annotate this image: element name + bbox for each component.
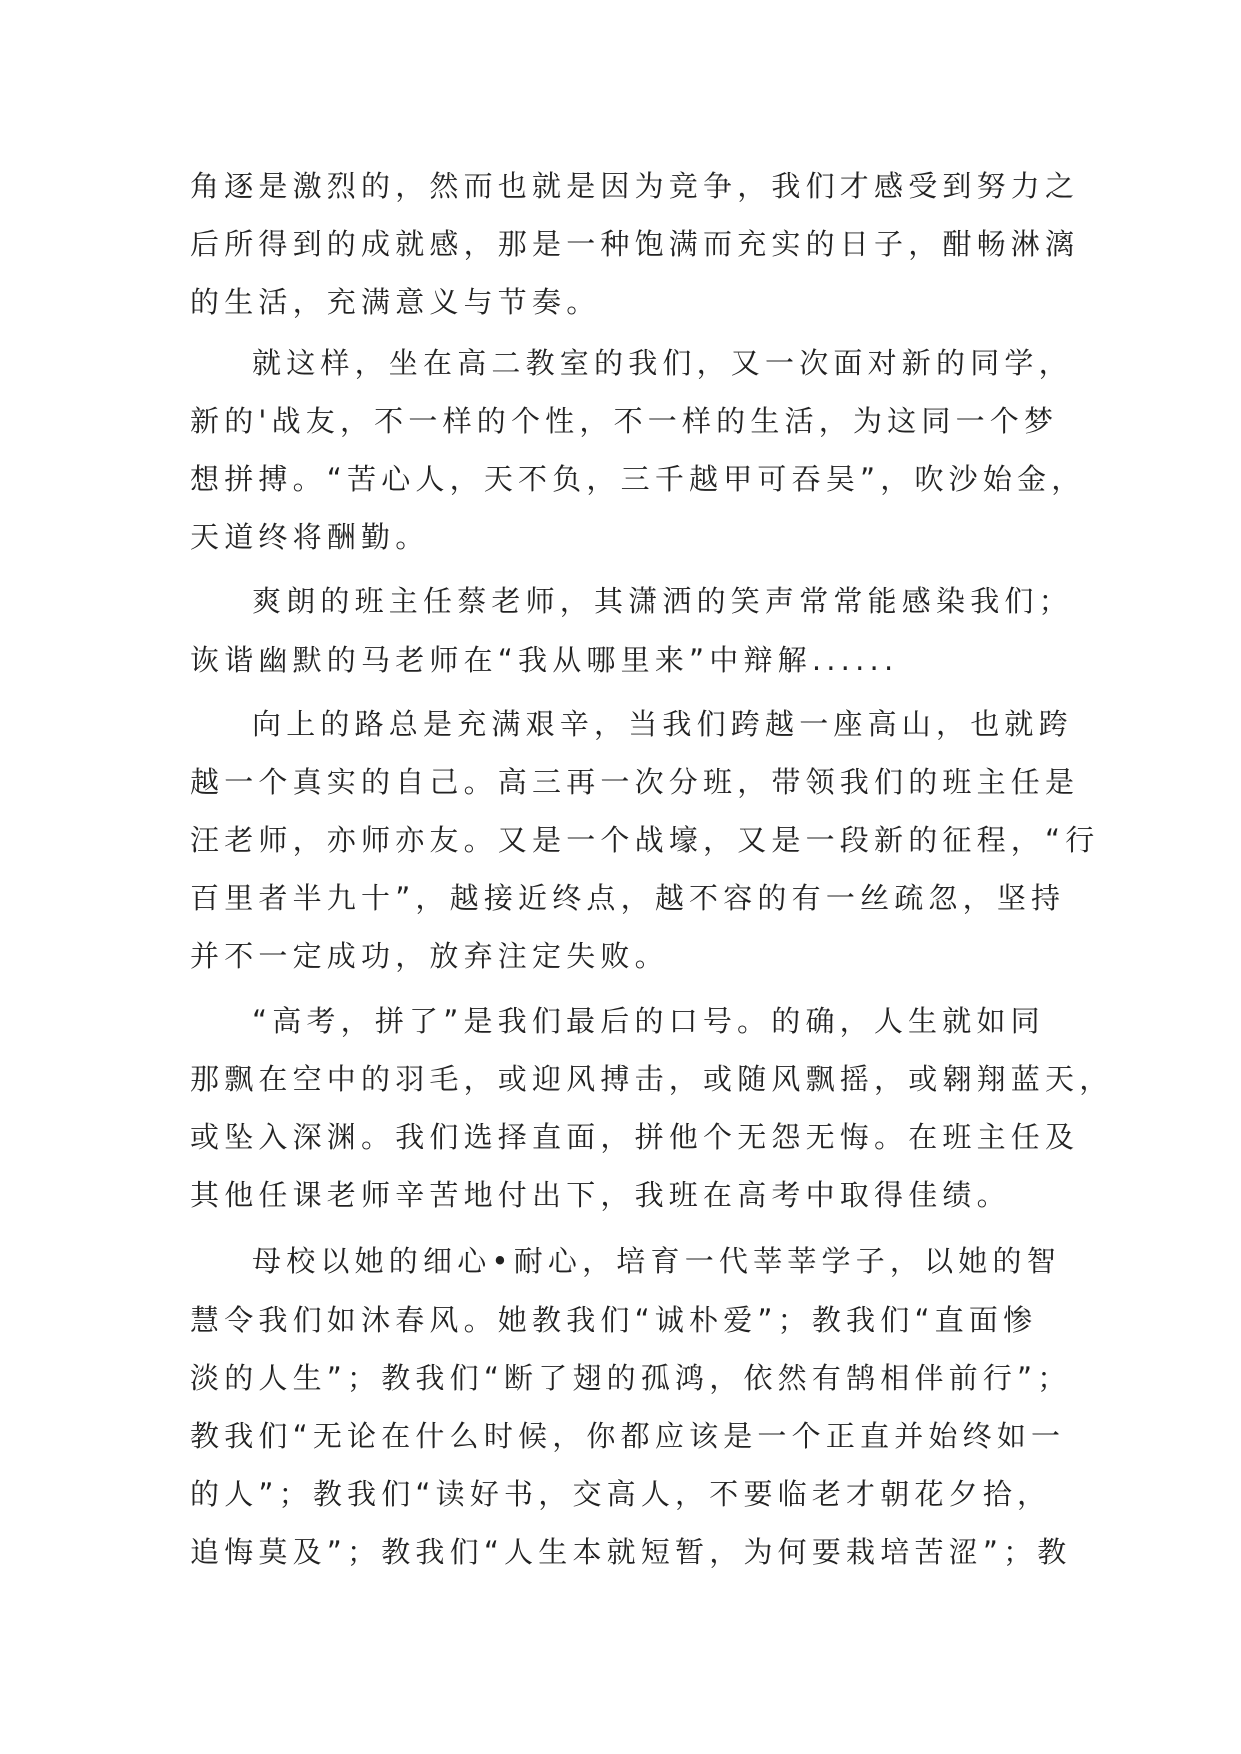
text-line: 爽朗的班主任蔡老师，其潇洒的笑声常常能感染我们； [252,584,1073,619]
paragraph [190,334,1086,567]
text-line: 想拼搏。“苦心人，天不负，三千越甲可吞吴”，吹沙始金， [190,461,1086,496]
text-line: 百里者半九十”，越接近终点，越不容的有一丝疏忽，坚持 [190,881,1066,916]
text-line: 天道终将酬勤。 [190,520,430,555]
text-line: 追悔莫及”；教我们“人生本就短暂，为何要栽培苦涩”；教 [190,1535,1072,1570]
paragraph [190,157,1080,332]
text-line: 其他任课老师辛苦地付出下，我班在高考中取得佳绩。 [190,1178,1011,1213]
text-line: 并不一定成功，放弃注定失败。 [190,939,669,974]
text-line: 后所得到的成就感，那是一种饱满而充实的日子，酣畅淋漓 [190,227,1080,262]
text-line: “高考，拼了”是我们最后的口号。的确，人生就如同 [252,1003,1045,1038]
paragraph [190,992,1114,1225]
text-line: 母校以她的细心•耐心，培育一代莘莘学子，以她的智 [252,1244,1061,1279]
text-line: 汪老师，亦师亦友。又是一个战壕，又是一段新的征程，“行 [190,823,1100,858]
paragraph [190,1232,1072,1581]
text-line: 那飘在空中的羽毛，或迎风搏击，或随风飘摇，或翱翔蓝天， [190,1061,1114,1096]
document-body [190,157,1114,1582]
text-line: 或坠入深渊。我们选择直面，拼他个无怨无悔。在班主任及 [190,1120,1080,1154]
paragraph [190,572,1073,688]
text-line: 教我们“无论在什么时候，你都应该是一个正直并始终如一 [190,1418,1066,1453]
paragraph [190,695,1100,986]
text-line: 越一个真实的自己。高三再一次分班，带领我们的班主任是 [190,764,1080,799]
text-line: 就这样，坐在高二教室的我们，又一次面对新的同学， [252,345,1073,380]
text-line: 向上的路总是充满艰辛，当我们跨越一座高山，也就跨 [252,706,1073,741]
text-line: 慧令我们如沐春风。她教我们“诚朴爱”；教我们“直面惨 [190,1302,1038,1337]
text-line: 淡的人生”；教我们“断了翅的孤鸿，依然有鹄相伴前行”； [190,1360,1072,1395]
text-line: 新的'战友，不一样的个性，不一样的生活，为这同一个梦 [190,403,1059,438]
text-line: 角逐是激烈的，然而也就是因为竞争，我们才感受到努力之 [190,169,1080,203]
text-line: 诙谐幽默的马老师在“我从哪里来”中辩解...... [190,642,899,677]
text-line: 的人”；教我们“读好书，交高人，不要临老才朝花夕拾， [190,1477,1052,1512]
text-line: 的生活，充满意义与节奏。 [190,285,601,320]
